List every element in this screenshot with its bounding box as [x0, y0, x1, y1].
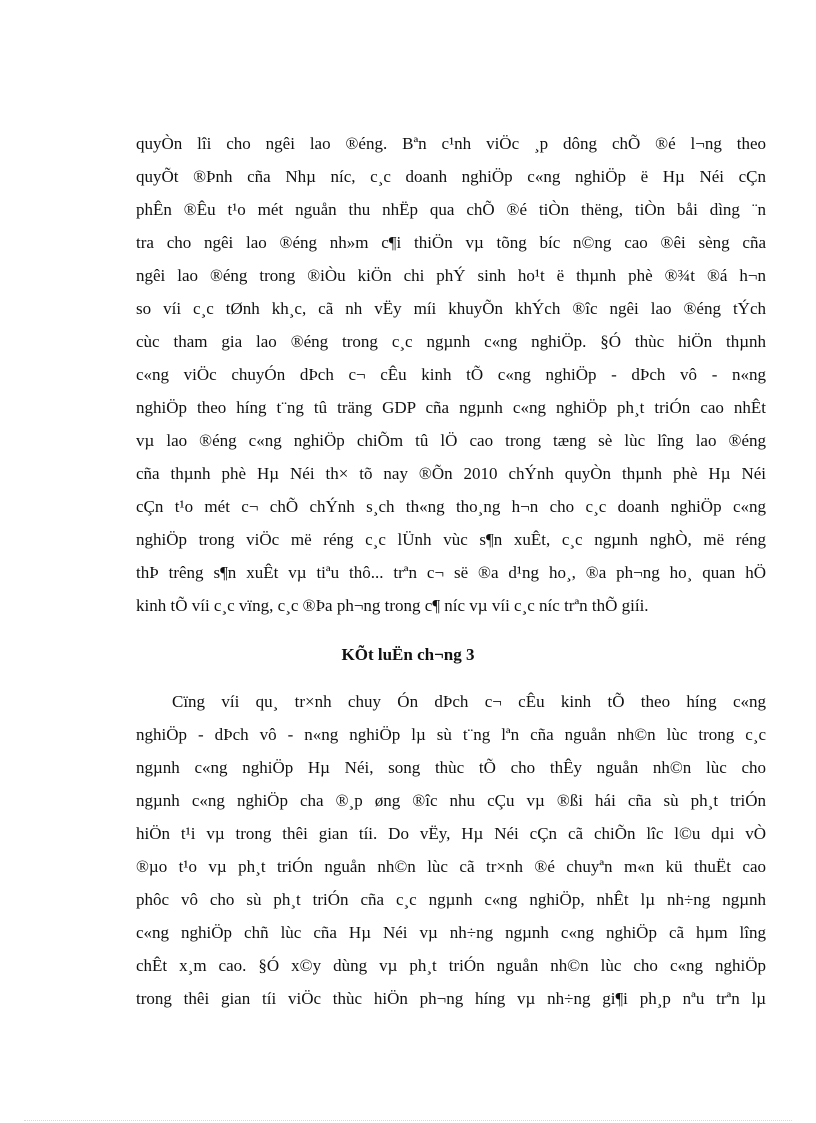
paragraph-2-line-8: c«ng nghiÖp chñ lùc cña Hµ Néi vµ nh÷ng ngµnh c«ng nghiÖp cã hµm lîng: [136, 923, 766, 942]
paragraph-1-line-9: nghiÖp theo híng t¨ng tû träng GDP cña ngµnh c«ng nghiÖp ph¸t triÓn cao nhÊt: [136, 398, 766, 417]
paragraph-1-line-3: phÊn ®Êu t¹o mét nguån thu nhËp qua chÕ ®é tiÒn thëng, tiÒn båi dìng ¨n: [136, 200, 766, 219]
paragraph-2-line-2: nghiÖp - dÞch vô - n«ng nghiÖp lµ sù t¨ng lªn cña nguån nh©n lùc trong c¸c: [136, 725, 766, 744]
paragraph-1-line-14: thÞ trêng s¶n xuÊt vµ tiªu thô... trªn c¬ së ®a d¹ng ho¸, ®a ph¬ng ho¸ quan hÖ: [136, 563, 766, 582]
paragraph-2-line-10: trong thêi gian tíi viÖc thùc hiÖn ph¬ng híng vµ nh÷ng gi¶i ph¸p nªu trªn lµ: [136, 989, 766, 1008]
paragraph-2-line-3: ngµnh c«ng nghiÖp Hµ Néi, song thùc tÕ cho thÊy nguån nh©n lùc cho: [136, 758, 766, 777]
paragraph-1-line-2: quyÕt ®Þnh cña Nhµ níc, c¸c doanh nghiÖp c«ng nghiÖp ë Hµ Néi cÇn: [136, 167, 766, 186]
section-heading: KÕt luËn ch¬ng 3: [341, 645, 475, 664]
paragraph-1-line-13: nghiÖp trong viÖc më réng c¸c lÜnh vùc s¶n xuÊt, c¸c ngµnh nghÒ, më réng: [136, 530, 766, 549]
paragraph-1-line-15: kinh tÕ víi c¸c vïng, c¸c ®Þa ph¬ng trong c¶ níc vµ víi c¸c níc trªn thÕ giíi.: [136, 596, 649, 615]
paragraph-2-line-6: ®µo t¹o vµ ph¸t triÓn nguån nh©n lùc cã tr×nh ®é chuyªn m«n kü thuËt cao: [136, 857, 766, 876]
paragraph-2-line-1: Cïng víi qu¸ tr×nh chuy Ón dÞch c¬ cÊu kinh tÕ theo híng c«ng: [172, 692, 766, 711]
paragraph-2-line-4: ngµnh c«ng nghiÖp cha ®¸p øng ®îc nhu cÇu vµ ®ßi hái cña sù ph¸t triÓn: [136, 791, 766, 810]
paragraph-2-line-5: hiÖn t¹i vµ trong thêi gian tíi. Do vËy, Hµ Néi cÇn cã chiÕn lîc l©u dµi vÒ: [136, 824, 766, 843]
paragraph-1-line-4: tra cho ngêi lao ®éng nh»m c¶i thiÖn vµ tõng bíc n©ng cao ®êi sèng cña: [136, 233, 766, 252]
paragraph-1-line-7: cùc tham gia lao ®éng trong c¸c ngµnh c«ng nghiÖp. §Ó thùc hiÖn thµnh: [136, 332, 766, 351]
paragraph-1-line-1: quyÒn lîi cho ngêi lao ®éng. Bªn c¹nh viÖc ¸p dông chÕ ®é l¬ng theo: [136, 134, 766, 153]
paragraph-1-line-5: ngêi lao ®éng trong ®iÒu kiÖn chi phÝ sinh ho¹t ë thµnh phè ®¾t ®á h¬n: [136, 266, 766, 285]
paragraph-2-line-9: chÊt x¸m cao. §Ó x©y dùng vµ ph¸t triÓn nguån nh©n lùc cho c«ng nghiÖp: [136, 956, 766, 975]
paragraph-1-line-10: vµ lao ®éng c«ng nghiÖp chiÕm tû lÖ cao trong tæng sè lùc lîng lao ®éng: [136, 431, 766, 450]
paragraph-2-line-7: phôc vô cho sù ph¸t triÓn cña c¸c ngµnh c«ng nghiÖp, nhÊt lµ nh÷ng ngµnh: [136, 890, 766, 909]
paragraph-1-line-6: so víi c¸c tØnh kh¸c, cã nh vËy míi khuyÕn khÝch ®îc ngêi lao ®éng tÝch: [136, 299, 766, 318]
page-bottom-divider: [24, 1120, 792, 1121]
paragraph-1-line-12: cÇn t¹o mét c¬ chÕ chÝnh s¸ch th«ng tho¸ng h¬n cho c¸c doanh nghiÖp c«ng: [136, 497, 766, 516]
paragraph-1-line-8: c«ng viÖc chuyÓn dÞch c¬ cÊu kinh tÕ c«ng nghiÖp - dÞch vô - n«ng: [136, 365, 766, 384]
paragraph-1-line-11: cña thµnh phè Hµ Néi th× tõ nay ®Õn 2010 chÝnh quyÒn thµnh phè Hµ Néi: [136, 464, 766, 483]
